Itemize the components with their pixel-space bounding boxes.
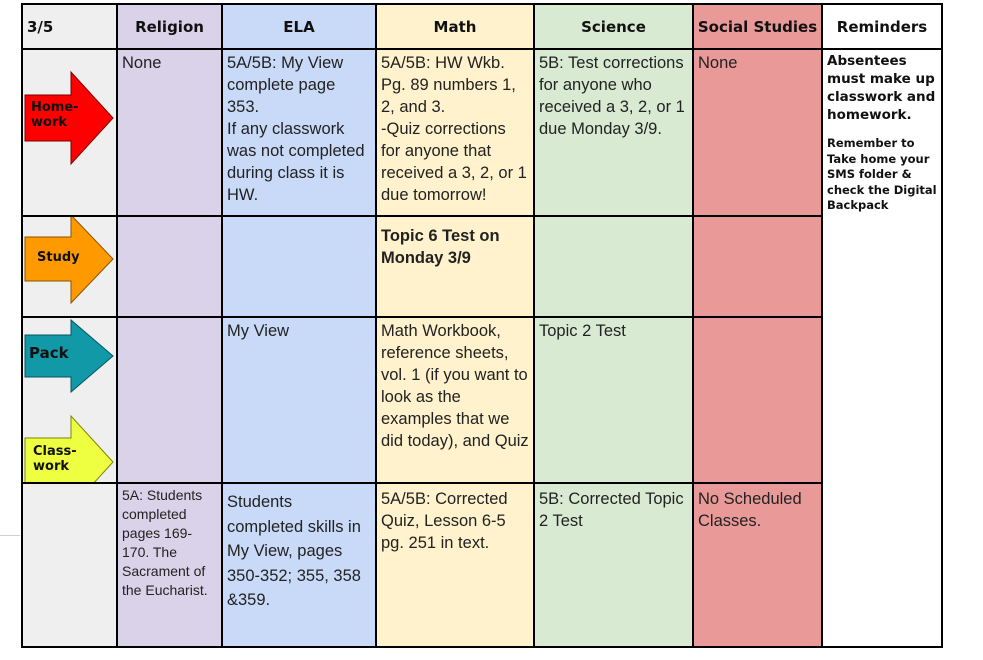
study-arrow-label: Study — [37, 250, 80, 265]
religion-header: Religion — [117, 4, 222, 49]
pack-arrow-label: Pack — [29, 344, 69, 362]
homework-arrow-label-1: Home- — [31, 100, 79, 115]
homework-ela-cell: 5A/5B: My View complete page 353. If any classwork was not completed during class it is HW. — [222, 49, 376, 216]
pack-religion-cell — [117, 317, 222, 483]
homework-row — [22, 49, 942, 216]
reminders-cell — [822, 49, 942, 647]
study-science-cell — [534, 216, 693, 317]
classwork-social-studies-cell: No Scheduled Classes. — [693, 483, 822, 647]
ela-header: ELA — [222, 4, 376, 49]
classwork-science-cell: 5B: Corrected Topic 2 Test — [534, 483, 693, 647]
pack-math-cell: Math Workbook, reference sheets, vol. 1 (if you want to look as the examples that we did today), and Quiz — [376, 317, 534, 483]
classwork-ela-cell: Students completed skills in My View, pages 350-352; 355, 358 &359. — [222, 483, 376, 647]
reminders-header: Reminders — [822, 4, 942, 49]
classwork-row-label — [22, 483, 117, 647]
study-arrow-icon — [23, 216, 115, 305]
homework-row-label — [22, 49, 117, 216]
study-row-label — [22, 216, 117, 317]
study-ela-cell — [222, 216, 376, 317]
classwork-row — [22, 483, 942, 647]
classwork-arrow-label-1: Class- — [33, 444, 77, 459]
homework-math-cell: 5A/5B: HW Wkb. Pg. 89 numbers 1, 2, and 3. -Quiz corrections for anyone that received a 3, 2, or 1 due tomorrow! — [376, 49, 534, 216]
study-social-studies-cell — [693, 216, 822, 317]
pack-ela-cell: My View — [222, 317, 376, 483]
classwork-arrow-icon — [23, 414, 115, 483]
pack-row-label — [22, 317, 117, 483]
classwork-religion-cell: 5A: Students completed pages 169-170. The Sacrament of the Eucharist. — [117, 483, 222, 647]
header-row — [22, 4, 942, 49]
pack-arrow-icon — [23, 318, 115, 394]
homework-religion-cell: None — [117, 49, 222, 216]
study-math-cell: Topic 6 Test on Monday 3/9 — [376, 216, 534, 317]
classwork-arrow-label-2: work — [33, 459, 69, 474]
reminder-absentees: Absentees must make up classwork and homework. — [827, 53, 936, 123]
homework-social-studies-cell: None — [693, 49, 822, 216]
science-header: Science — [534, 4, 693, 49]
divider — [0, 535, 20, 536]
pack-row — [22, 317, 942, 483]
study-row — [22, 216, 942, 317]
homework-arrow-label-2: work — [31, 115, 67, 130]
homework-arrow-icon — [23, 70, 115, 166]
classwork-math-cell: 5A/5B: Corrected Quiz, Lesson 6-5 pg. 251 in text. — [376, 483, 534, 647]
date-header: 3/5 — [22, 4, 117, 49]
reminder-folder: Remember to Take home your SMS folder & check the Digital Backpack — [827, 136, 937, 212]
social-studies-header: Social Studies — [693, 4, 822, 49]
weekly-plan-table — [21, 3, 943, 648]
math-header: Math — [376, 4, 534, 49]
pack-social-studies-cell — [693, 317, 822, 483]
pack-science-cell: Topic 2 Test — [534, 317, 693, 483]
homework-science-cell: 5B: Test corrections for anyone who received a 3, 2, or 1 due Monday 3/9. — [534, 49, 693, 216]
study-religion-cell — [117, 216, 222, 317]
